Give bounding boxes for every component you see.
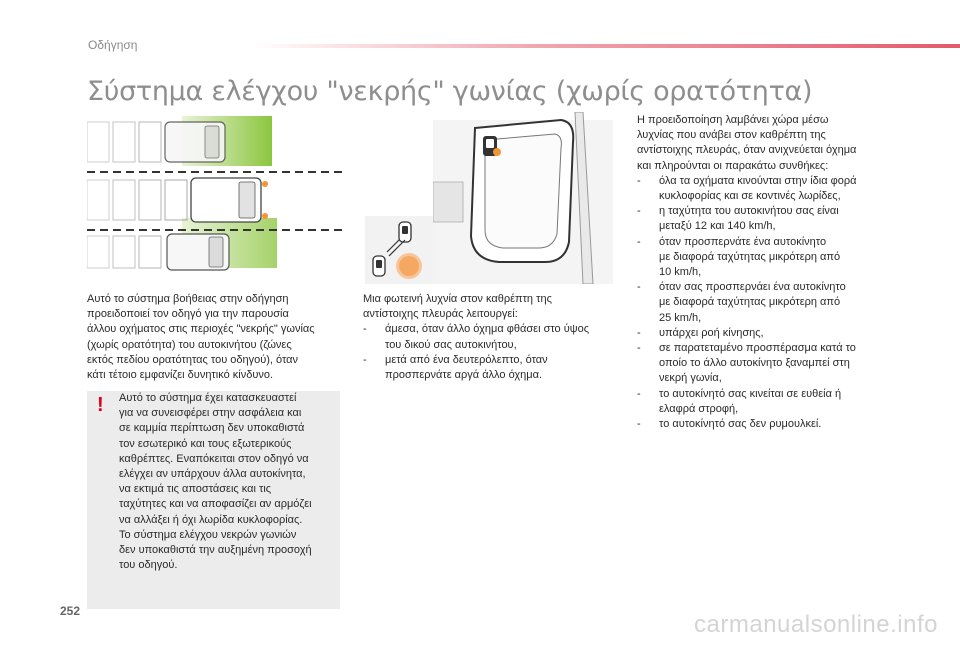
text-line: 25 km/h, bbox=[659, 311, 702, 324]
door-mirror-illustration bbox=[433, 112, 613, 284]
text-line: Μια φωτεινή λυχνία στον καθρέπτη της bbox=[363, 293, 552, 305]
text-line: του οδηγού. bbox=[119, 559, 178, 572]
text-line: προσπερνάτε αργά άλλο όχημα. bbox=[385, 369, 543, 382]
list-item bbox=[637, 341, 897, 387]
text-line: (χωρίς ορατότητα) του αυτοκινήτου (ζώνες bbox=[87, 338, 292, 351]
intro-paragraph bbox=[87, 292, 349, 383]
list-item bbox=[637, 204, 897, 234]
text-line: όταν προσπερνάτε ένα αυτοκίνητο bbox=[659, 235, 827, 248]
text-line: τον εσωτερικό και τους εξωτερικούς bbox=[119, 437, 292, 450]
text-line: ελέγχει αν υπάρχουν άλλα αυτοκίνητα, bbox=[119, 468, 306, 481]
list-item bbox=[363, 322, 628, 352]
text-line: Αυτό το σύστημα έχει κατασκευαστεί bbox=[119, 392, 297, 404]
list-dash: - bbox=[637, 281, 641, 294]
section-label: Οδήγηση bbox=[88, 38, 138, 52]
text-line: όταν σας προσπερνάει ένα αυτοκίνητο bbox=[659, 281, 846, 294]
text-line: προειδοποιεί τον οδηγό για την παρουσία bbox=[87, 308, 289, 321]
exclamation-icon: ! bbox=[97, 394, 104, 416]
text-line: να εκτιμά τις αποστάσεις και τις bbox=[119, 483, 272, 496]
text-line: λυχνίας που ανάβει στον καθρέπτη της bbox=[637, 129, 826, 142]
list-dash: - bbox=[637, 342, 641, 355]
list-dash: - bbox=[363, 353, 367, 366]
list-item bbox=[637, 326, 897, 341]
list-dash: - bbox=[363, 323, 367, 336]
text-line: του δικού σας αυτοκινήτου, bbox=[385, 338, 517, 351]
text-line: όλα τα οχήματα κινούνται στην ίδια φορά bbox=[659, 174, 857, 187]
vehicle-lower bbox=[87, 234, 229, 270]
text-line: μεταξύ 12 και 140 km/h, bbox=[659, 220, 776, 233]
header-accent-bar bbox=[250, 44, 960, 48]
list-item bbox=[363, 353, 628, 383]
conditions-paragraph bbox=[637, 113, 897, 432]
text-line: σε παρατεταμένο προσπέρασμα κατά το bbox=[659, 342, 856, 355]
text-line: για να συνεισφέρει στην ασφάλεια και bbox=[119, 407, 302, 420]
text-line: ταχύτητες και να αποφασίζει αν αρμόζει bbox=[119, 498, 312, 511]
page-title: Σύστημα ελέγχου "νεκρής" γωνίας (χωρίς ορατότητα) bbox=[87, 76, 813, 107]
text-line: υπάρχει ροή κίνησης, bbox=[659, 326, 764, 339]
text-line: μετά από ένα δευτερόλεπτο, όταν bbox=[385, 353, 548, 366]
text-line: καθρέπτες. Εναπόκειται στον οδηγό να bbox=[119, 452, 309, 465]
list-item bbox=[637, 174, 897, 204]
text-line: ελαφρά στροφή, bbox=[659, 402, 739, 415]
warning-note-text bbox=[119, 391, 331, 573]
list-dash: - bbox=[637, 326, 641, 339]
text-line: αντίστοιχης πλευράς λειτουργεί: bbox=[363, 308, 518, 321]
text-line: άμεσα, όταν άλλο όχημα φθάσει στο ύψος bbox=[385, 323, 589, 336]
text-line: να αλλάξει ή όχι λωρίδα κυκλοφορίας. bbox=[119, 513, 303, 526]
text-line: εκτός πεδίου ορατότητας του οδηγού), όταν bbox=[87, 353, 299, 366]
mirror-light-list bbox=[363, 322, 628, 383]
text-line: κάτι τέτοιο εμφανίζει δυνητικό κίνδυνο. bbox=[87, 369, 274, 382]
page-number: 252 bbox=[60, 604, 81, 618]
text-line: και πληρούνται οι παρακάτω συνθήκες: bbox=[637, 159, 829, 172]
list-item bbox=[637, 387, 897, 417]
text-line: το αυτοκίνητό σας κινείται σε ευθεία ή bbox=[659, 387, 842, 400]
text-line: Αυτό το σύστημα βοήθειας στην οδήγηση bbox=[87, 293, 289, 305]
text-line: αντίστοιχης πλευράς, όταν ανιχνεύεται όχημα bbox=[637, 144, 857, 157]
text-line: η ταχύτητα του αυτοκινήτου σας είναι bbox=[659, 205, 839, 218]
list-dash: - bbox=[637, 418, 641, 431]
list-dash: - bbox=[637, 174, 641, 187]
list-item bbox=[637, 235, 897, 281]
text-line: κυκλοφορίας και σε κοντινές λωρίδες, bbox=[659, 190, 841, 203]
list-item bbox=[637, 417, 897, 432]
text-line: με διαφορά ταχύτητας μικρότερη από bbox=[659, 296, 841, 309]
warning-note-box bbox=[87, 391, 340, 609]
text-line: με διαφορά ταχύτητας μικρότερη από bbox=[659, 250, 841, 263]
text-line: Το σύστημα ελέγχου νεκρών γωνιών bbox=[119, 528, 297, 541]
list-item bbox=[637, 280, 897, 326]
vehicle-own bbox=[87, 178, 268, 222]
text-line: το αυτοκίνητό σας δεν ρυμουλκεί. bbox=[659, 418, 822, 431]
text-line: νεκρή γωνία, bbox=[659, 372, 722, 385]
text-line: άλλου οχήματος στις περιοχές "νεκρής" γωνίας bbox=[87, 323, 315, 336]
conditions-list bbox=[637, 174, 897, 432]
mirror-light-paragraph bbox=[363, 292, 628, 383]
blind-spot-zones-illustration bbox=[87, 112, 343, 272]
sensor-warning-inset bbox=[365, 216, 433, 284]
list-dash: - bbox=[637, 387, 641, 400]
text-line: 10 km/h, bbox=[659, 266, 702, 279]
list-dash: - bbox=[637, 235, 641, 248]
text-line: οποίο το άλλο αυτοκίνητο ξαναμπεί στη bbox=[659, 357, 850, 370]
text-line: σε καμμία περίπτωση δεν υποκαθιστά bbox=[119, 422, 305, 435]
vehicle-upper bbox=[87, 122, 225, 162]
text-line: δεν υποκαθιστά την αυξημένη προσοχή bbox=[119, 544, 312, 557]
list-dash: - bbox=[637, 205, 641, 218]
watermark: carmanualsonline.info bbox=[694, 611, 938, 638]
text-line: Η προειδοποίηση λαμβάνει χώρα μέσω bbox=[637, 114, 829, 126]
